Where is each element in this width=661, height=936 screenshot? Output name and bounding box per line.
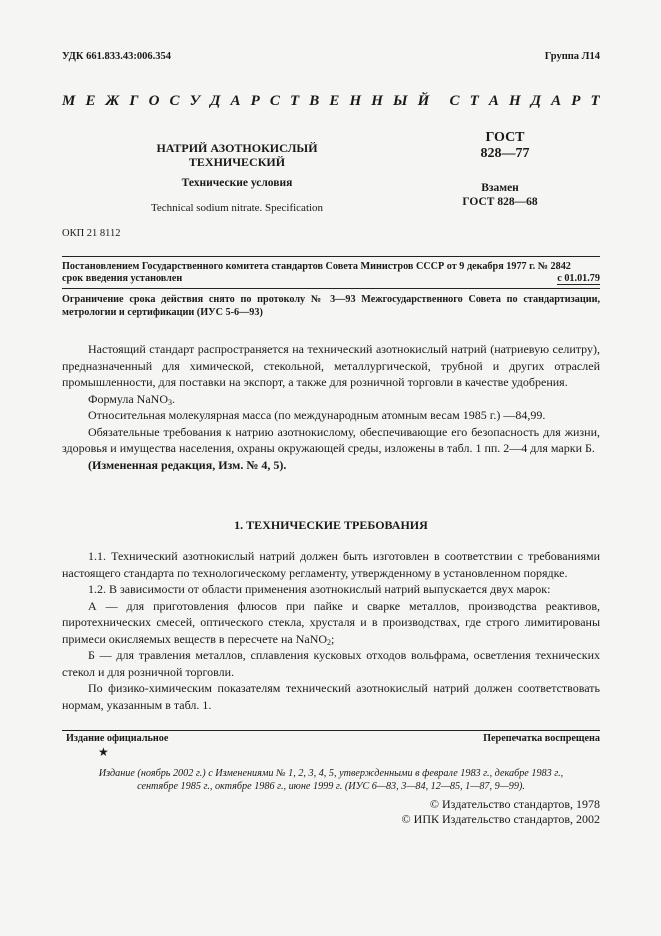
banner-letter: С — [449, 93, 460, 109]
divider-footer — [62, 730, 600, 731]
decree-line-1: Постановлением Государственного комитета стандартов Совета Министров СССР от 9 декабря 1977 г. № 2842 — [62, 261, 571, 272]
banner-letter: Р — [571, 93, 581, 109]
copyright-1978: © Издательство стандартов, 1978 — [429, 797, 600, 811]
banner-letter: Й — [417, 93, 430, 109]
clause-1-2: 1.2. В зависимости от области применения азотнокислый натрий выпускается двух марок: — [88, 582, 551, 596]
banner-letter: Ы — [393, 93, 408, 109]
divider-decree — [62, 288, 600, 289]
banner-letter: Е — [85, 93, 96, 109]
star-icon: ★ — [98, 745, 109, 759]
banner-letter: Д — [210, 93, 221, 109]
banner-letter: Н — [508, 93, 521, 109]
banner-letter: Т — [469, 93, 479, 109]
section-1-body — [62, 548, 600, 713]
intro-paragraph: Настоящий стандарт распространяется на технический азотнокислый натрий (натриевую селитру), предназначенный для химической, стекольной, металлургической, трубной и других отраслей промышленности, для поставки на экспорт, а также для розничной торговли в качестве удобрения. — [62, 342, 600, 389]
gost-number: 828—77 — [480, 146, 530, 161]
section-1-title: 1. ТЕХНИЧЕСКИЕ ТРЕБОВАНИЯ — [234, 518, 428, 532]
banner-letter: М — [62, 93, 76, 109]
banner-letter: А — [551, 93, 562, 109]
replaces-standard: ГОСТ 828—68 — [462, 196, 538, 208]
effective-date: с 01.01.79 — [557, 273, 600, 284]
gost-number-block — [445, 130, 565, 162]
edition-line-1: Издание (ноябрь 2002 г.) с Изменениями № 1, 2, 3, 4, 5, утвержденными в феврале 1983 г., декабре 1983 г., — [98, 768, 564, 779]
title-line-2: ТЕХНИЧЕСКИЙ — [188, 155, 286, 169]
banner-letter: Г — [129, 93, 139, 109]
banner-letter: Д — [530, 93, 541, 109]
subtitle: Технические условия — [181, 177, 293, 189]
decree-line-2-label: срок введения установлен — [62, 273, 183, 284]
grade-a: А — для приготовления флюсов при пайке и сварке металлов, производства реактивов, пиротехнических смесей, оптического стекла, хрусталя и в производствах, где строго лимитированы примеси окисляемых веществ в пересчете на NaNO$_2$; — [62, 598, 600, 647]
group-code: Группа Л14 — [544, 51, 600, 62]
edition-line-2: сентябре 1985 г., октябре 1986 г., июне 1999 г. (ИУС 6—83, 3—84, 12—85, 1—87, 9—99). — [137, 781, 525, 792]
english-title: Technical sodium nitrate. Specification — [150, 202, 324, 214]
divider-top — [62, 256, 600, 257]
edition-note — [62, 767, 600, 793]
official-edition: Издание официальное — [66, 733, 169, 744]
limitation-note: Ограничение срока действия снято по протоколу № 3—93 Межгосударственного Совета по стандартизации, метрологии и сертификации (ИУС 5-6—93) — [62, 294, 600, 318]
banner-letter: Н — [349, 93, 362, 109]
banner-letter: Р — [250, 93, 260, 109]
banner-letter: С — [169, 93, 180, 109]
banner-letter: Н — [371, 93, 383, 109]
formula: Формула NaNO$_3$. — [88, 391, 176, 407]
standard-title — [62, 141, 412, 169]
intro-section — [62, 341, 600, 473]
gost-label: ГОСТ — [485, 130, 525, 145]
banner-letter: О — [148, 93, 160, 109]
clause-1-2-norms: По физико-химическим показателям технический азотнокислый натрий должен соответствовать нормам, указанным в табл. 1. — [62, 681, 600, 712]
title-line-1: НАТРИЙ АЗОТНОКИСЛЫЙ — [156, 141, 318, 155]
banner-letter: Е — [329, 93, 340, 109]
standard-banner — [62, 93, 600, 110]
banner-letter: Т — [590, 93, 600, 109]
banner-letter: А — [488, 93, 499, 109]
replaces-label: Взамен — [481, 182, 519, 194]
amendment-note: (Измененная редакция, Изм. № 4, 5). — [88, 457, 287, 472]
udk-code: УДК 661.833.43:006.354 — [62, 51, 171, 62]
okp-code: ОКП 21 8112 — [62, 228, 121, 239]
reprint-prohibited: Перепечатка воспрещена — [483, 733, 600, 744]
copyright — [402, 797, 600, 827]
grade-b: Б — для травления металлов, сплавления кусковых отходов вольфрама, осветления технических стекол и для розничной торговли. — [62, 648, 600, 679]
copyright-2002: © ИПК Издательство стандартов, 2002 — [401, 812, 600, 826]
banner-letter: А — [230, 93, 241, 109]
banner-letter: Т — [289, 93, 300, 109]
banner-letter: В — [309, 93, 320, 109]
replaces-block — [445, 181, 555, 209]
mandatory-requirements: Обязательные требования к натрию азотнокислому, обеспечивающие его безопасность для жизни, здоровья и имущества населения, охраны окружающей среды, изложены в табл. 1 пп. 2—4 для марки Б. — [62, 424, 600, 455]
banner-letter: У — [189, 93, 201, 109]
molecular-mass: Относительная молекулярная масса (по международным атомным весам 1985 г.) —84,99. — [88, 408, 546, 422]
clause-1-1: 1.1. Технический азотнокислый натрий должен быть изготовлен в соответствии с требованиями настоящего стандарта по технологическому регламенту, утвержденному в установленном порядке. — [62, 549, 600, 580]
banner-letter: Ж — [105, 93, 120, 109]
banner-letter: С — [269, 93, 280, 109]
